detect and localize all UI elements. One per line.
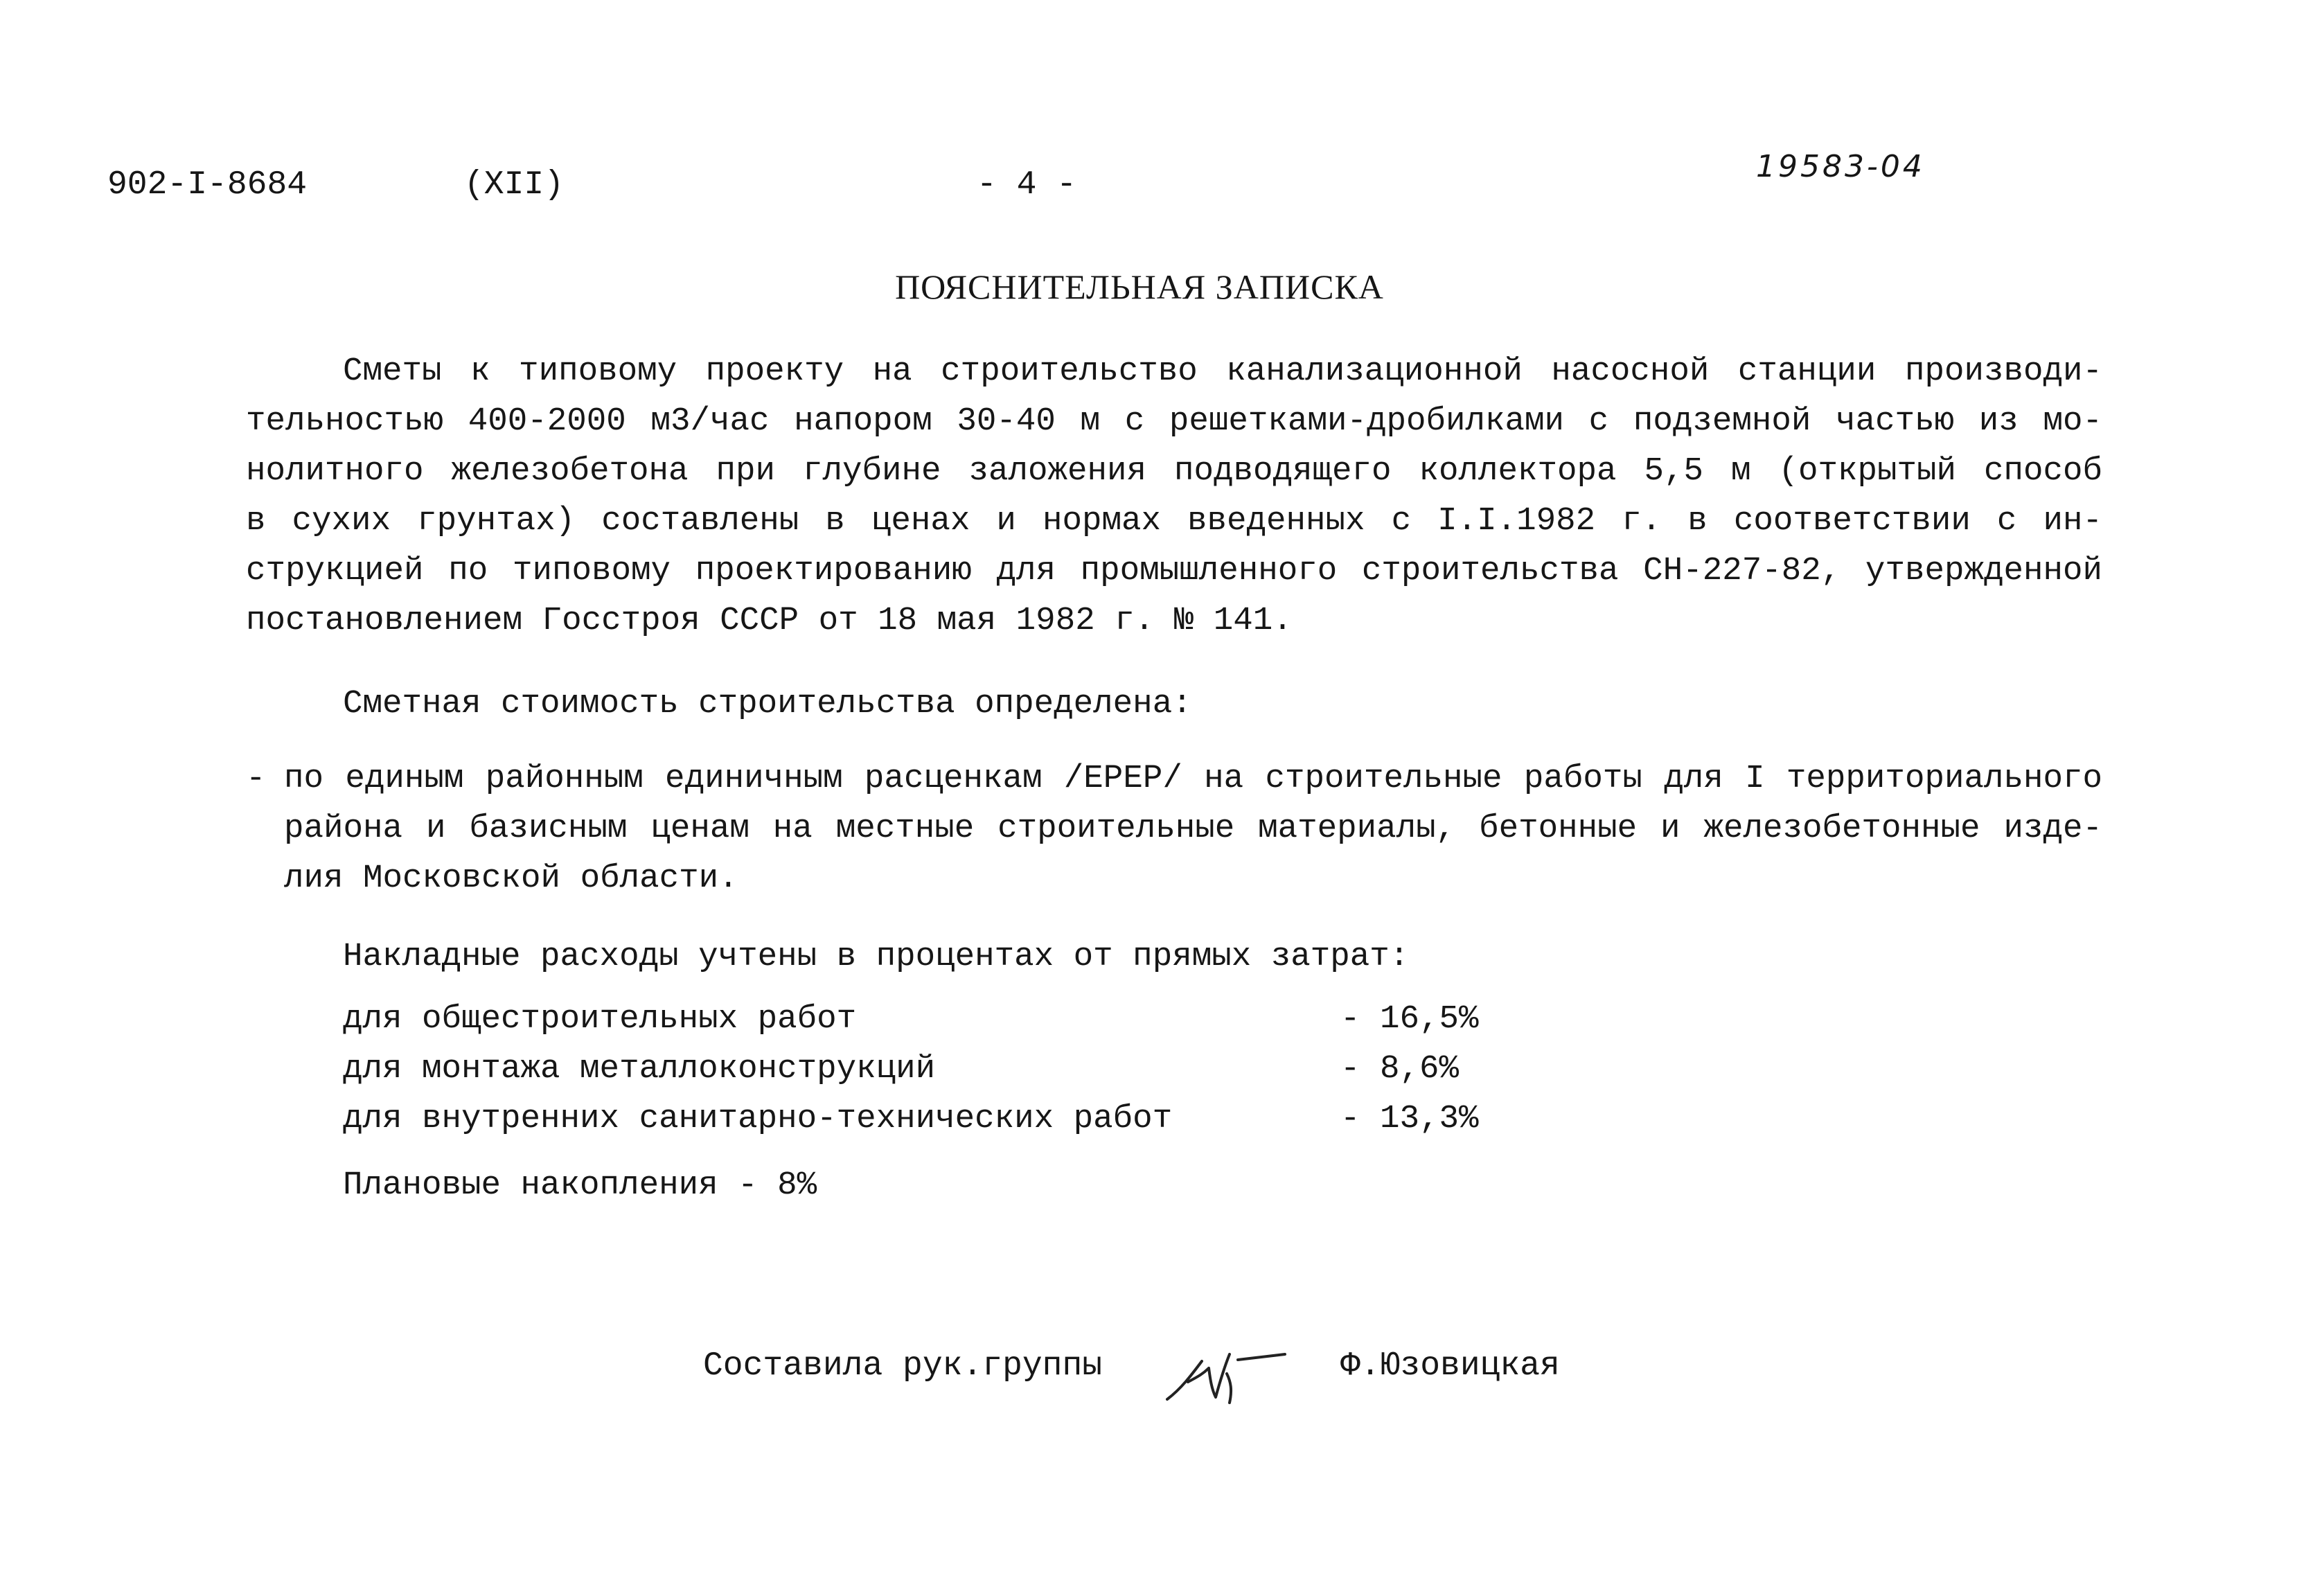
intro-line: струкцией по типовому проектированию для промышленного строительства СН-227-82, утвержденной	[246, 552, 2102, 589]
rate-value: - 8,6%	[1340, 1050, 1460, 1088]
cost-item-line: по единым районным единичным расценкам /ЕРЕР/ на строительные работы для I территориального	[284, 760, 2102, 797]
signature-block	[703, 1333, 1604, 1410]
cost-item-line: района и базисным ценам на местные строительные материалы, бетонные и железобетонные изде-	[284, 810, 2102, 847]
intro-line: в сухих грунтах) составлены в ценах и нормах введенных с I.I.1982 г. в соответствии с ин-	[246, 502, 2102, 540]
intro-line: постановлением Госстроя СССР от 18 мая 1982 г. № 141.	[246, 602, 1293, 639]
signer-name: Ф.Юзовицкая	[1340, 1347, 1560, 1385]
intro-line: нолитного железобетона при глубине заложения подводящего коллектора 5,5 м (открытый способ	[246, 452, 2102, 490]
page-title: ПОЯСНИТЕЛЬНАЯ ЗАПИСКА	[895, 267, 1384, 306]
document-code: 902-I-8684	[107, 166, 308, 204]
planned-savings: Плановые накопления - 8%	[343, 1167, 817, 1204]
overhead-heading: Накладные расходы учтены в процентах от прямых затрат:	[343, 938, 1410, 975]
cost-item-line: лия Московской области.	[284, 860, 738, 897]
intro-line: тельностью 400-2000 м3/час напором 30-40 м с решетками-дробилками с подземной частью из мо-	[246, 402, 2102, 440]
compiled-by-label: Составила рук.группы	[703, 1347, 1103, 1385]
page-number: - 4 -	[977, 166, 1077, 204]
section-number: (XII)	[464, 166, 565, 204]
handwritten-signature	[1160, 1333, 1292, 1410]
list-dash: -	[246, 760, 266, 797]
intro-line: Сметы к типовому проекту на строительство канализационной насосной станции производи-	[343, 353, 2102, 390]
cost-heading: Сметная стоимость строительства определена:	[343, 685, 1192, 722]
rate-value: - 16,5%	[1340, 1000, 1479, 1038]
rate-value: - 13,3%	[1340, 1100, 1479, 1137]
rate-label: для общестроительных работ	[343, 1000, 857, 1038]
archive-number: 19583-04	[1756, 149, 1925, 184]
rate-label: для внутренних санитарно-технических работ	[343, 1100, 1173, 1137]
rate-label: для монтажа металлоконструкций	[343, 1050, 936, 1088]
